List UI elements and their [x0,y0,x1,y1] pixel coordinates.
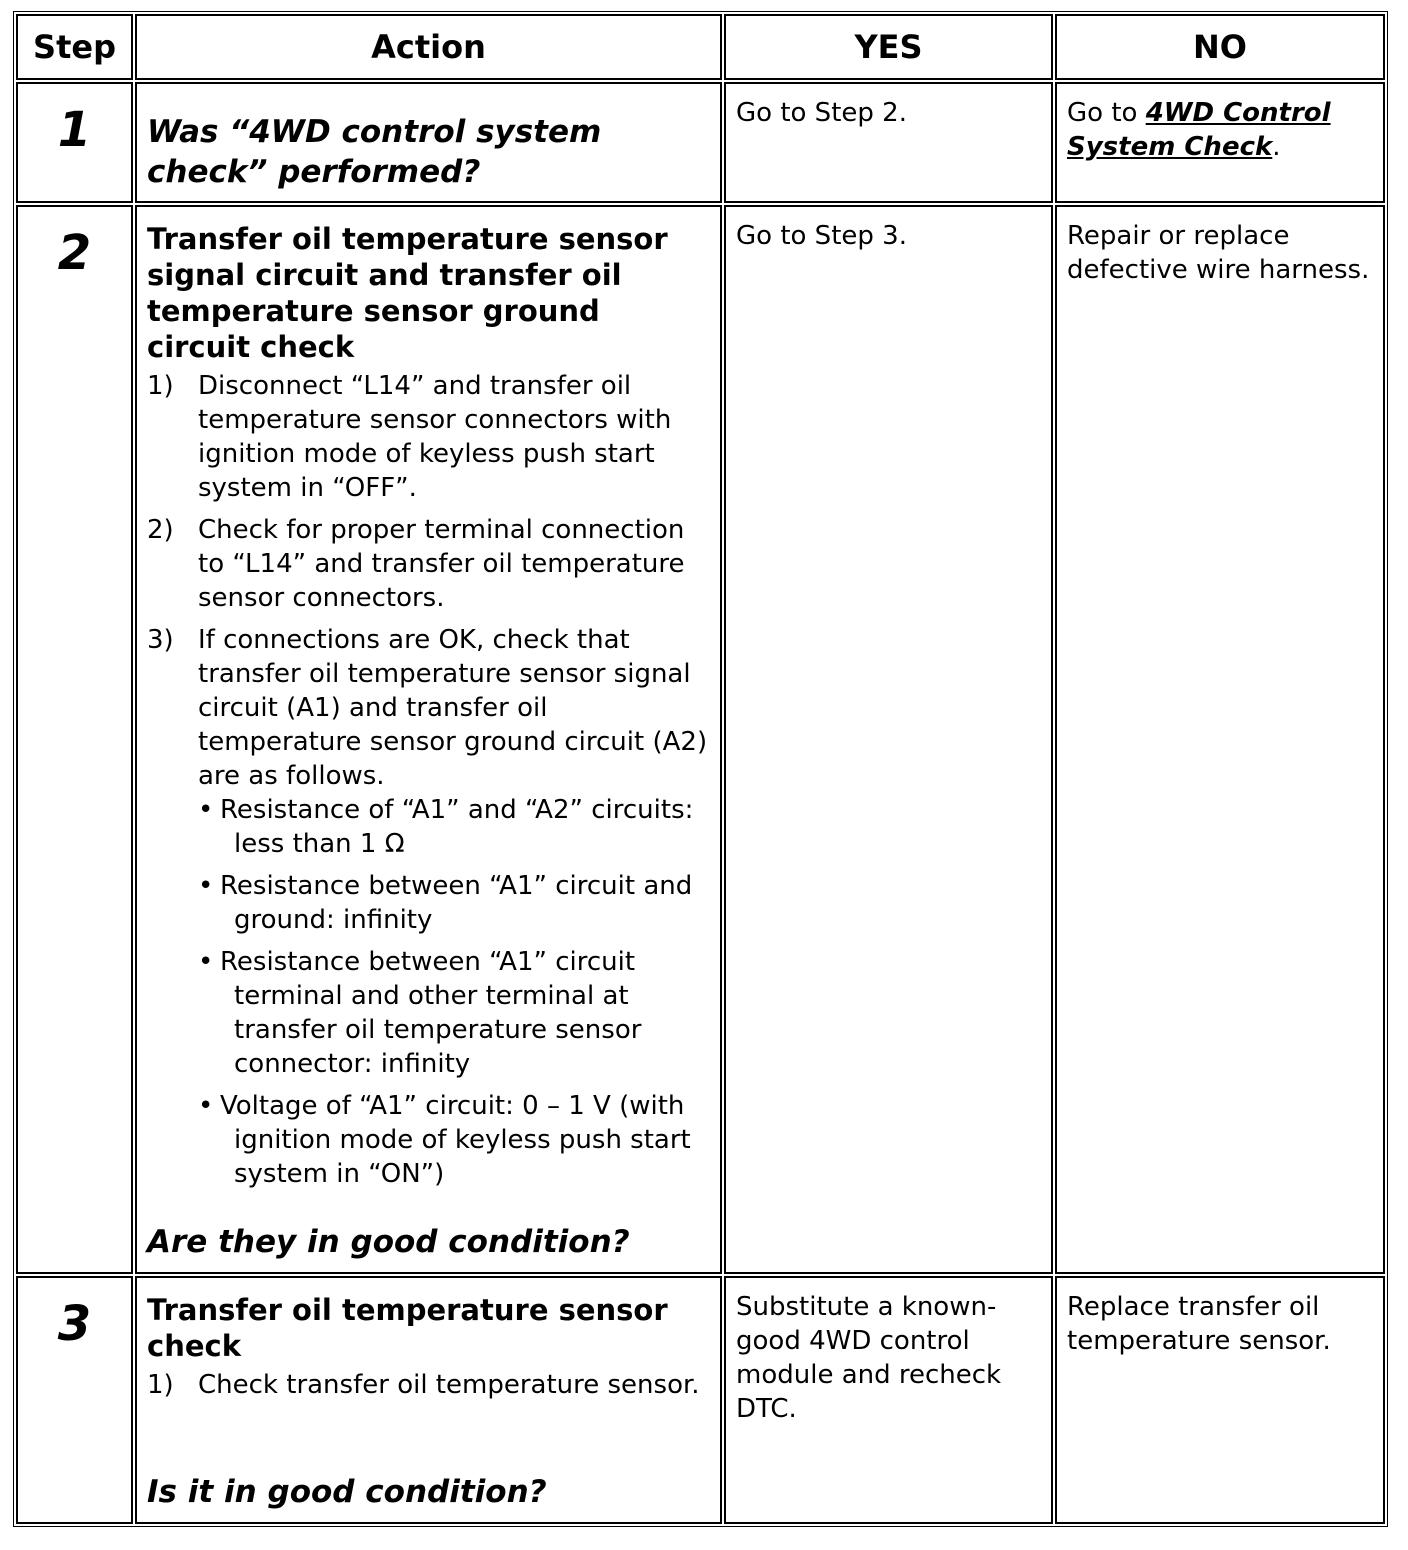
header-step: Step [16,14,133,80]
step-question: Was “4WD control system check” performed? [147,114,602,190]
spec-item: • Resistance of “A1” and “A2” circuits: less than 1 Ω [198,793,710,861]
spec-item: • Resistance between “A1” circuit and ground: infinity [198,869,710,937]
no-cell: Repair or replace defective wire harness. [1055,205,1385,1274]
step-number: 1 [16,82,133,203]
procedure-list [147,1368,710,1402]
procedure-item: 1) Check transfer oil temperature sensor. [147,1370,700,1400]
step-question: Are they in good condition? [147,1224,630,1260]
spec-item: • Resistance between “A1” circuit terminal and other terminal at transfer oil temperature sensor connector: infinity [198,945,710,1081]
no-text: Go to [1067,98,1146,128]
table-row [16,205,1385,1274]
procedure-item: 1) Disconnect “L14” and transfer oil temperature sensor connectors with ignition mode of keyless push start system in “OFF”. [147,371,672,503]
procedure-item: 3) If connections are OK, check that transfer oil temperature sensor signal circuit (A1) and transfer oil temperature sensor ground circuit (A2) are as follows. • Resistance of “A1” and “A2” circuits: less than 1 Ω • Resistance between “A1” circuit and ground: infinity • Resistance between “A1” circuit terminal and other terminal at transfer oil temperature sensor connector: infinity • Voltage of “A1” circuit: 0 – 1 V (with ignition mode of keyless push start system in “ON”) [147,623,710,1191]
yes-cell: Go to Step 3. [724,205,1053,1274]
spec-list [198,793,710,1191]
action-cell [135,82,722,203]
step-number: 2 [16,205,133,1274]
diagnostic-table [13,11,1388,1527]
4wd-control-system-check-link[interactable]: 4WD Control System Check [1067,98,1331,162]
no-text-end: . [1272,132,1281,162]
action-cell [135,1276,722,1524]
table-row [16,1276,1385,1524]
step-title: Transfer oil temperature sensor check [147,1293,668,1363]
yes-cell: Go to Step 2. [724,82,1053,203]
step-question: Is it in good condition? [147,1474,547,1510]
header-action: Action [135,14,722,80]
step-title: Transfer oil temperature sensor signal circuit and transfer oil temperature sensor ground circuit check [147,222,668,364]
procedure-item: 2) Check for proper terminal connection to “L14” and transfer oil temperature sensor connectors. [147,515,685,613]
header-row [16,14,1385,80]
table-row [16,82,1385,203]
spec-item: • Voltage of “A1” circuit: 0 – 1 V (with ignition mode of keyless push start system in “ON”) [198,1089,710,1191]
no-cell [1055,82,1385,203]
header-no: NO [1055,14,1385,80]
action-cell [135,205,722,1274]
no-cell: Replace transfer oil temperature sensor. [1055,1276,1385,1524]
header-yes: YES [724,14,1053,80]
step-number: 3 [16,1276,133,1524]
yes-cell: Substitute a known-good 4WD control module and recheck DTC. [724,1276,1053,1524]
procedure-list [147,369,710,1191]
